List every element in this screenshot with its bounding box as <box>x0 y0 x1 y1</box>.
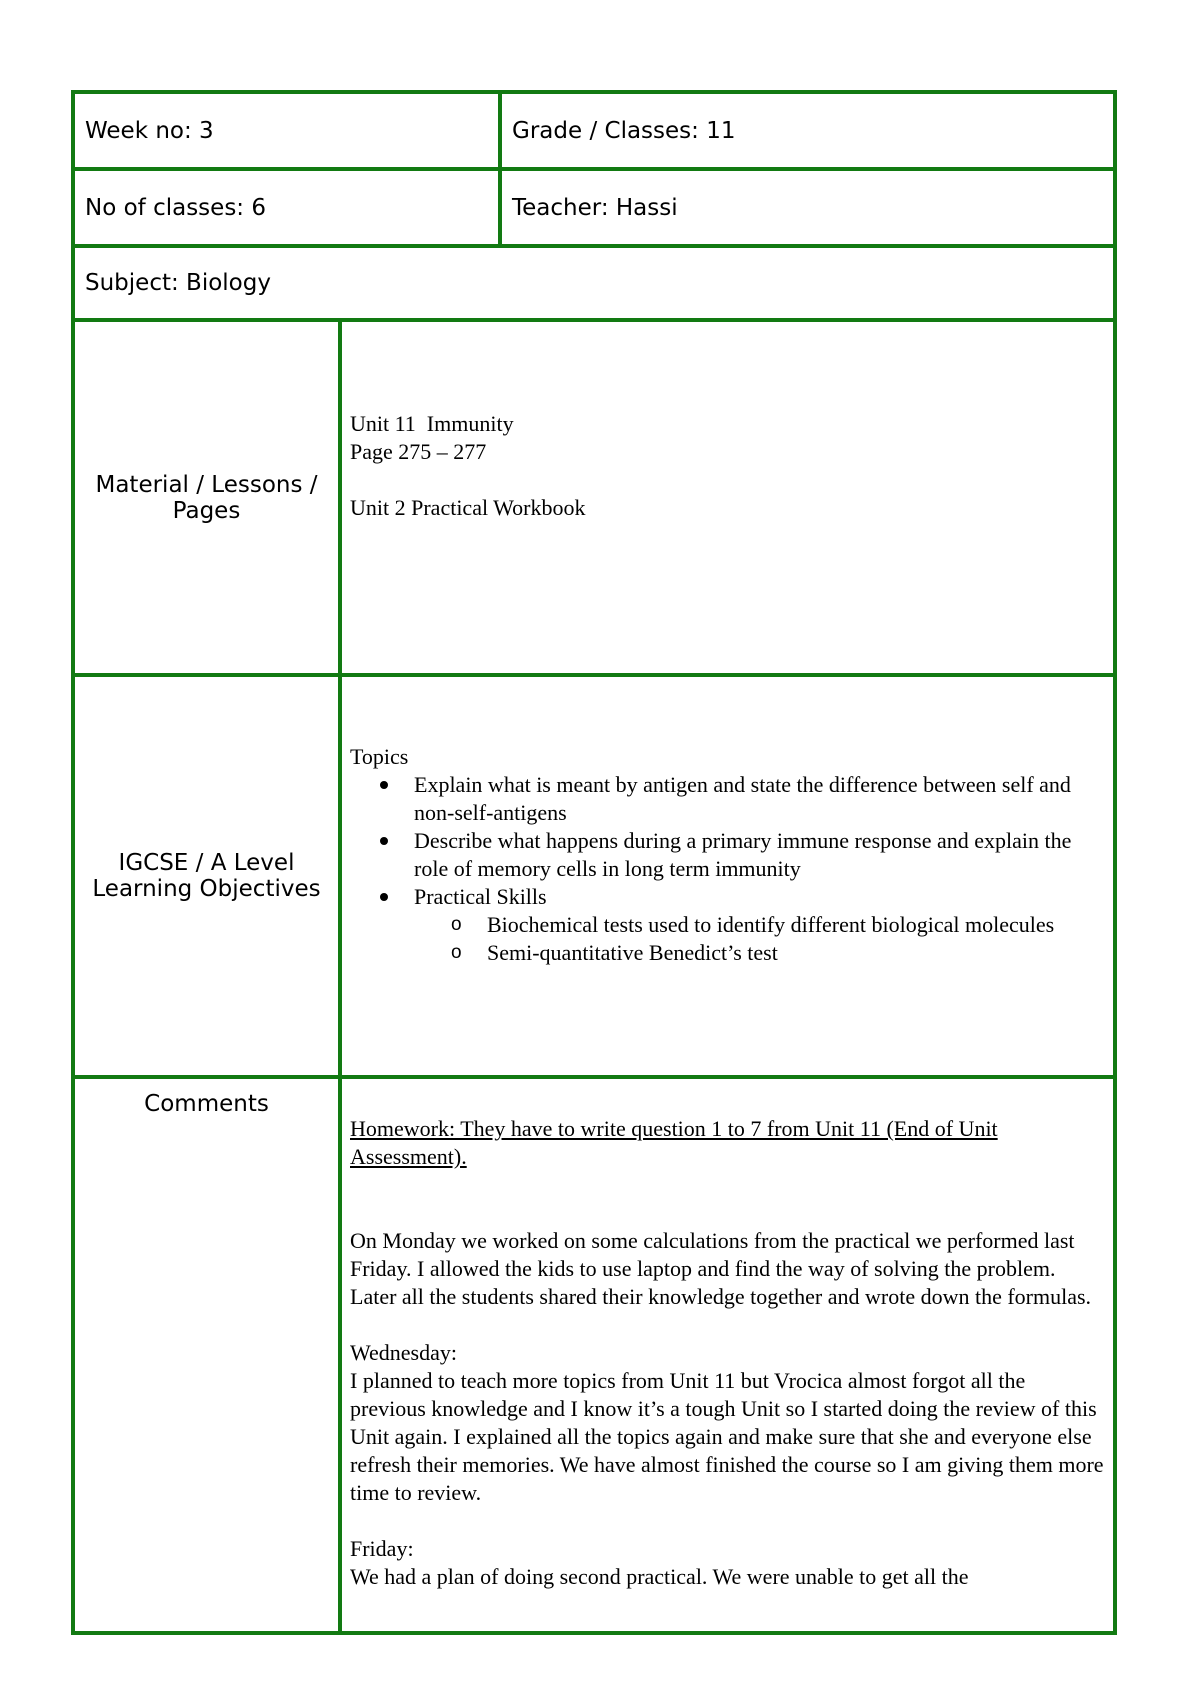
objectives-content-cell <box>340 675 1115 1077</box>
friday-note: We had a plan of doing second practical. We were unable to get all the <box>350 1564 969 1589</box>
material-content-cell <box>340 320 1115 675</box>
objectives-label-cell <box>73 675 340 1077</box>
friday-heading: Friday: <box>350 1536 414 1561</box>
teacher-name: Teacher: Hassi <box>512 194 678 221</box>
list-item: Explain what is meant by antigen and state the difference between self and non-self-antigens <box>414 771 1105 827</box>
grade-classes: Grade / Classes: 11 <box>512 117 736 144</box>
week-cell <box>73 92 500 169</box>
list-item <box>414 883 1105 967</box>
teacher-cell <box>500 169 1115 246</box>
objectives-heading: Topics <box>350 744 409 769</box>
subject: Subject: Biology <box>85 270 271 296</box>
subject-cell <box>73 246 1115 320</box>
lesson-plan-table <box>71 90 1117 1635</box>
list-item: o Semi-quantitative Benedict’s test <box>487 939 1105 967</box>
comments-label: Comments <box>144 1091 269 1117</box>
list-item: Describe what happens during a primary immune response and explain the role of memory cells in long term immunity <box>414 827 1105 883</box>
material-label-line1: Material / Lessons / <box>95 471 318 498</box>
wednesday-heading: Wednesday: <box>350 1340 457 1365</box>
material-unit: Unit 11 Immunity <box>350 411 514 436</box>
comments-label-cell <box>73 1077 340 1633</box>
practical-skills-list <box>414 911 1105 967</box>
grade-cell <box>500 92 1115 169</box>
objectives-label-line2: Learning Objectives <box>92 876 321 902</box>
classes-count: No of classes: 6 <box>85 194 266 221</box>
classes-count-cell <box>73 169 500 246</box>
list-item: o Biochemical tests used to identify different biological molecules <box>487 911 1105 939</box>
material-label-line2: Pages <box>172 497 241 524</box>
comments-content-cell <box>340 1077 1115 1633</box>
material-pages: Page 275 – 277 <box>350 439 487 464</box>
wednesday-note: I planned to teach more topics from Unit 11 but Vrocica almost forgot all the previous knowledge and I know it’s a tough Unit so I started doing the review of this Unit again. I explained all the topics again and make sure that she and everyone else refresh their memories. We have almost finished the course so I am giving them more time to review. <box>350 1368 1104 1505</box>
week-number: Week no: 3 <box>85 117 214 144</box>
objectives-label-line1: IGCSE / A Level <box>118 850 295 876</box>
practical-skills-label: Practical Skills <box>414 884 547 909</box>
material-label-cell <box>73 320 340 675</box>
monday-note: On Monday we worked on some calculations from the practical we performed last Friday. I allowed the kids to use laptop and find the way of solving the problem. Later all the students shared their knowledge together and wrote down the formulas. <box>350 1228 1092 1309</box>
homework-note: Homework: They have to write question 1 to 7 from Unit 11 (End of Unit Assessment). <box>350 1116 998 1169</box>
objectives-list <box>350 771 1105 967</box>
material-workbook: Unit 2 Practical Workbook <box>350 495 586 520</box>
